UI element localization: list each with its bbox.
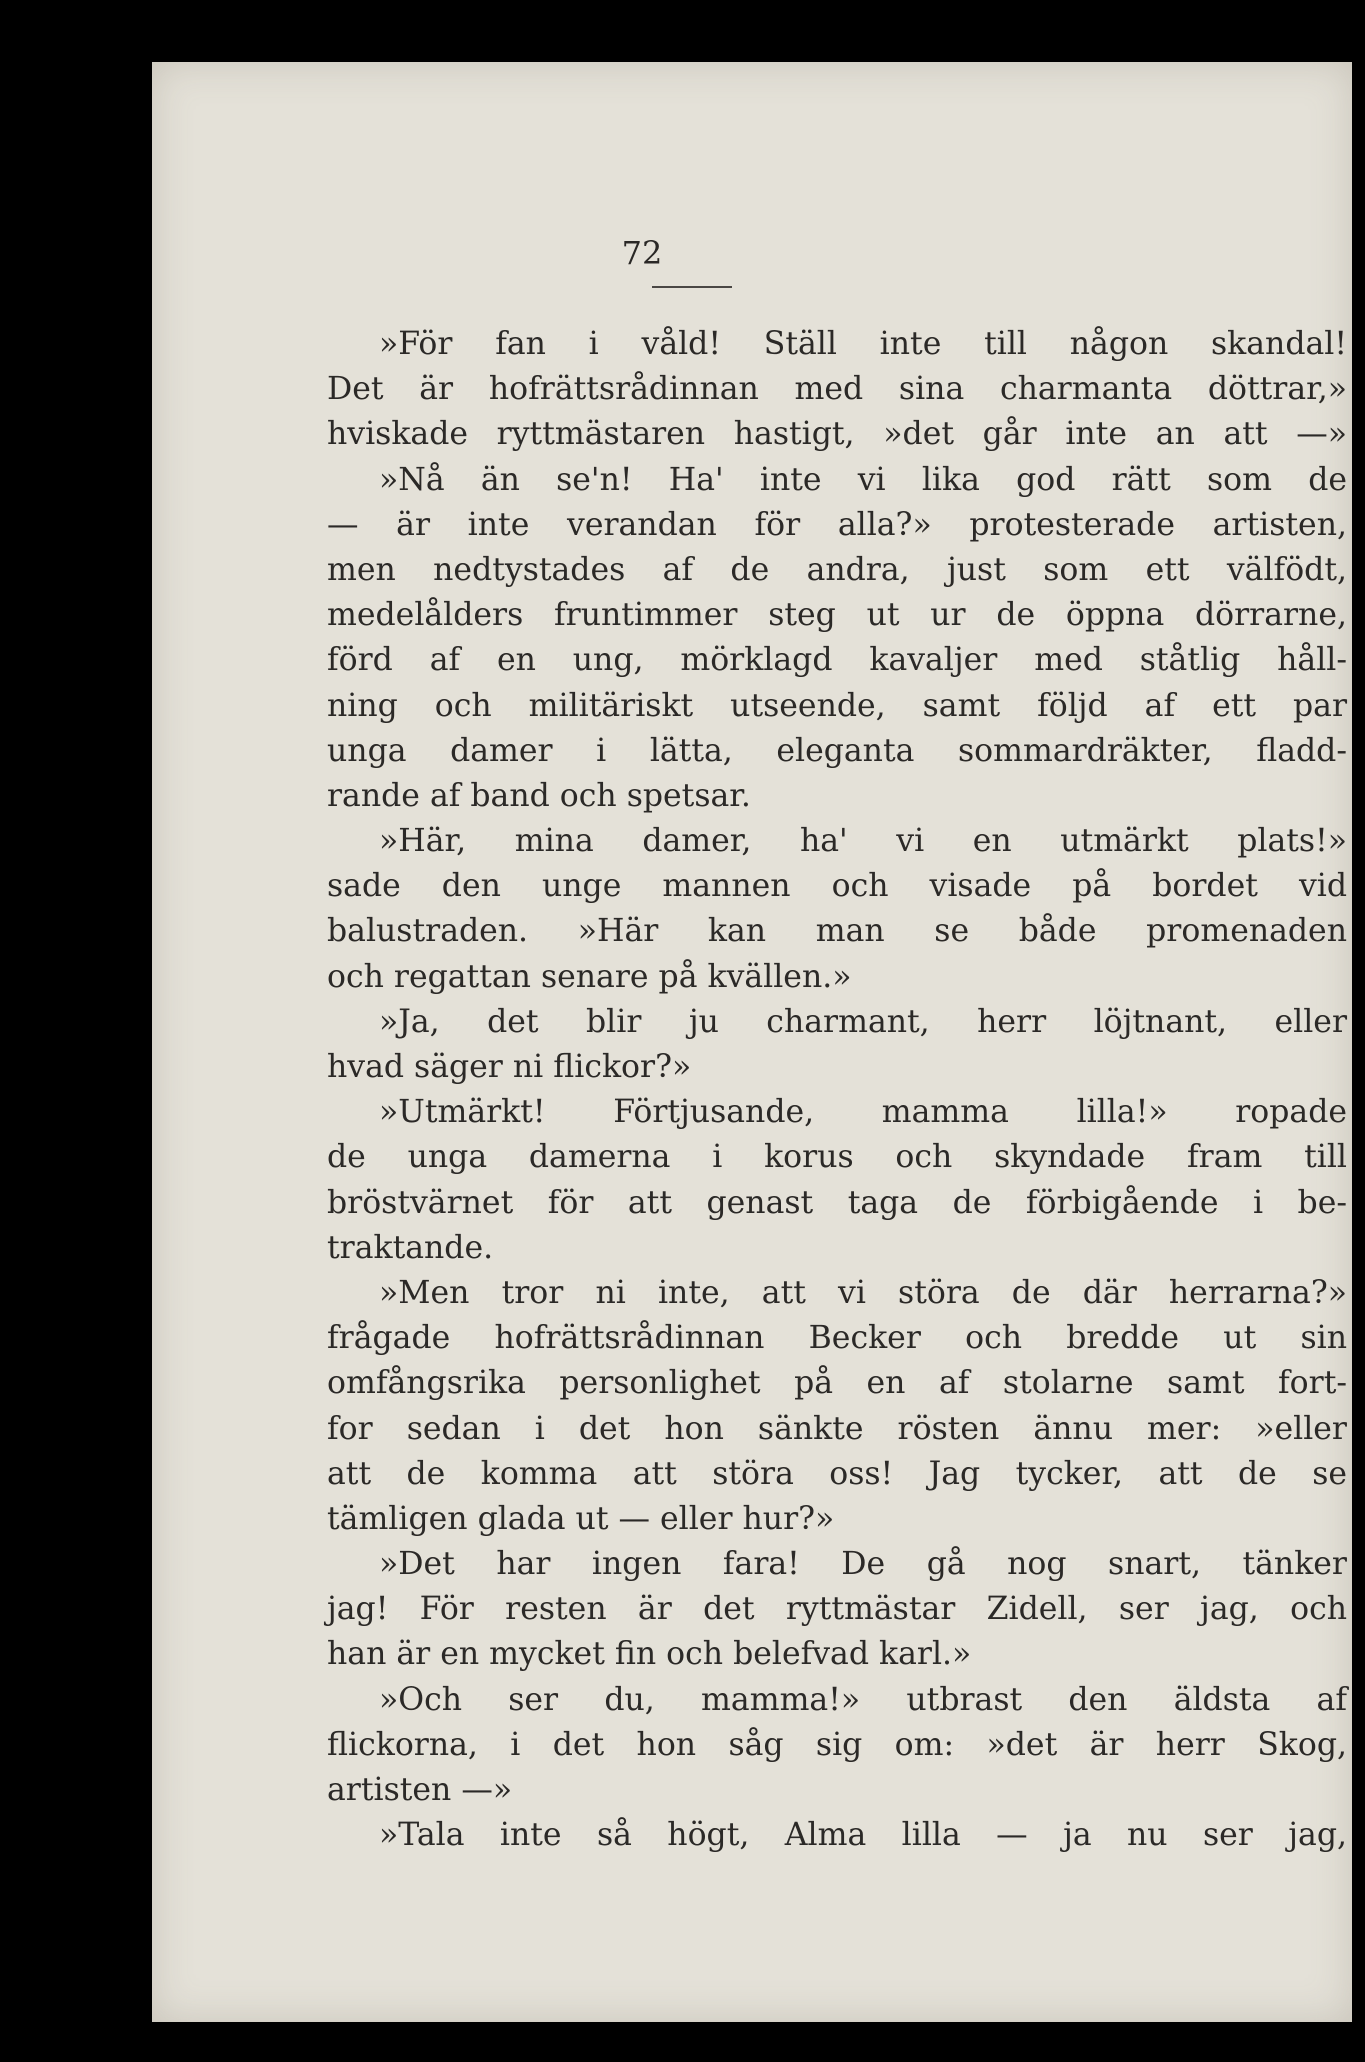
text-line: rande af band och spetsar. [327, 777, 751, 814]
text-line: Det är hofrättsrådinnan med sina charmanta döttrar,» [327, 371, 1347, 408]
text-line: de unga damerna i korus och skyndade fram till [327, 1139, 1347, 1176]
text-line: tämligen glada ut — eller hur?» [327, 1500, 835, 1537]
text-line: frågade hofrättsrådinnan Becker och bredde ut sin [327, 1320, 1347, 1357]
text-line: jag! För resten är det ryttmästar Zidell, ser jag, och [327, 1591, 1347, 1628]
book-page [152, 62, 1352, 2022]
text-line: »Det har ingen fara! De gå nog snart, tänker [379, 1546, 1347, 1583]
text-line: bröstvärnet för att genast taga de förbigående i be- [327, 1184, 1347, 1221]
text-line: »Här, mina damer, ha' vi en utmärkt plats!» [379, 823, 1347, 860]
text-line: »Ja, det blir ju charmant, herr löjtnant, eller [379, 1003, 1347, 1040]
text-line: balustraden. »Här kan man se både promenaden [327, 913, 1347, 950]
text-line: hviskade ryttmästaren hastigt, »det går inte an att —» [327, 416, 1347, 453]
text-line: ning och militäriskt utseende, samt följd af ett par [327, 687, 1347, 724]
text-line: men nedtystades af de andra, just som ett välfödt, [327, 551, 1347, 588]
page-number: 72 [621, 234, 663, 272]
text-line: sade den unge mannen och visade på bordet vid [327, 868, 1347, 905]
text-line: att de komma att störa oss! Jag tycker, att de se [327, 1455, 1347, 1492]
text-line: traktande. [327, 1229, 494, 1266]
text-line: »Tala inte så högt, Alma lilla — ja nu ser jag, [379, 1817, 1347, 1854]
header-rule [652, 286, 732, 288]
text-line: »För fan i våld! Ställ inte till någon skandal! [379, 326, 1347, 362]
text-line: — är inte verandan för alla?» protesterade artisten, [327, 506, 1347, 543]
text-line: unga damer i lätta, eleganta sommardräkter, fladd- [327, 732, 1347, 769]
text-line: förd af en ung, mörklagd kavaljer med ståtlig håll- [327, 642, 1347, 679]
text-line: han är en mycket fin och belefvad karl.» [327, 1636, 972, 1673]
body-text [327, 322, 1347, 1858]
text-line: hvad säger ni flickor?» [327, 1049, 692, 1085]
text-line: »Men tror ni inte, att vi störa de där herrarna?» [379, 1274, 1347, 1311]
text-line: »Och ser du, mamma!» utbrast den äldsta af [379, 1681, 1347, 1718]
text-line: for sedan i det hon sänkte rösten ännu mer: »eller [327, 1410, 1347, 1447]
text-line: omfångsrika personlighet på en af stolarne samt fort- [327, 1365, 1347, 1402]
text-line: artisten —» [327, 1772, 513, 1808]
text-line: »Utmärkt! Förtjusande, mamma lilla!» ropade [379, 1094, 1347, 1131]
text-line: och regattan senare på kvällen.» [327, 958, 852, 995]
text-line: flickorna, i det hon såg sig om: »det är herr Skog, [327, 1726, 1347, 1763]
text-line: medelålders fruntimmer steg ut ur de öppna dörrarne, [327, 597, 1347, 634]
text-line: »Nå än se'n! Ha' inte vi lika god rätt som de [379, 461, 1347, 498]
